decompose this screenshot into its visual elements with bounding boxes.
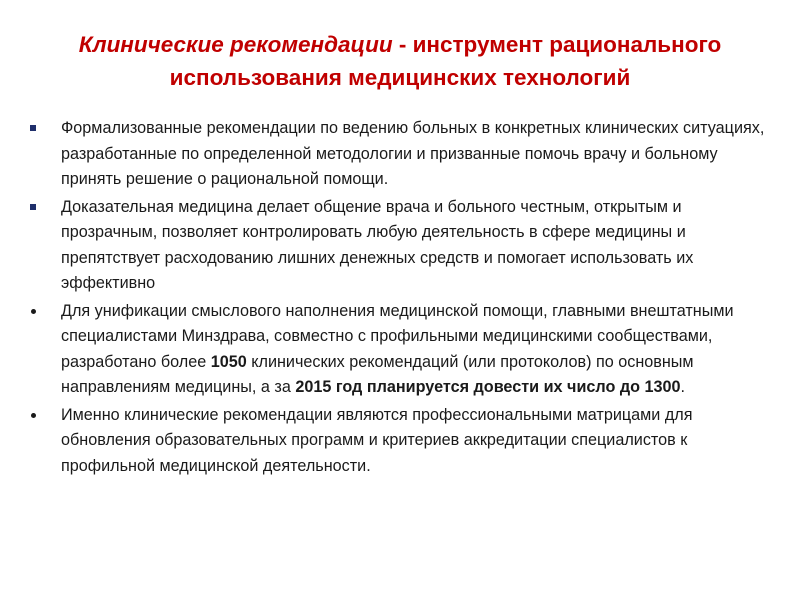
bullet-text-2: Доказательная медицина делает общение врача и больного честным, открытым и прозрачным, позволяет контролировать любую деятельность в сфере медицины и препятствует расходованию лишних денежных средств и помогает использовать их эффективно <box>61 197 694 292</box>
round-bullet-icon <box>31 413 36 418</box>
slide-title <box>40 28 760 94</box>
round-bullet-icon <box>31 309 36 314</box>
square-bullet-icon <box>30 125 36 131</box>
bullet-text-3-after: . <box>680 378 686 396</box>
bullet-item-1 <box>28 116 768 193</box>
bullet-text-3-before: Для унификации смыслового наполнения медицинской помощи, главными внештатными специалистами Минздрава, совместно с профильными медицинскими сообществами, разработано более <box>61 301 734 371</box>
title-line2: использования медицинских технологий <box>169 65 631 90</box>
bullet-item-3 <box>28 299 768 401</box>
title-italic-part: Клинические рекомендации <box>78 32 393 57</box>
square-bullet-icon <box>30 204 36 210</box>
bullet-text-3-bold-plan: 2015 год планируется довести их число до 1300 <box>295 378 681 396</box>
bullet-text-4: Именно клинические рекомендации являются профессиональными матрицами для обновления образовательных программ и критериев аккредитации специалистов к профильной медицинской деятельности. <box>61 405 693 475</box>
bullet-text-3-bold-count: 1050 <box>210 352 247 371</box>
bullet-text-1: Формализованные рекомендации по ведению больных в конкретных клинических ситуациях, разработанные по определенной методологии и призванные помочь врачу и больному принять решение о рациональной помощи. <box>61 119 765 188</box>
bullet-text-3 <box>61 302 734 397</box>
bullet-text-3-middle: клинических рекомендаций (или протоколов) по основным направлениям медицины, а за <box>61 352 694 396</box>
bullet-item-4 <box>28 403 768 480</box>
bullet-item-2 <box>28 195 768 297</box>
title-rest-line1: - инструмент рационального <box>392 32 722 57</box>
bullet-list <box>28 116 768 481</box>
